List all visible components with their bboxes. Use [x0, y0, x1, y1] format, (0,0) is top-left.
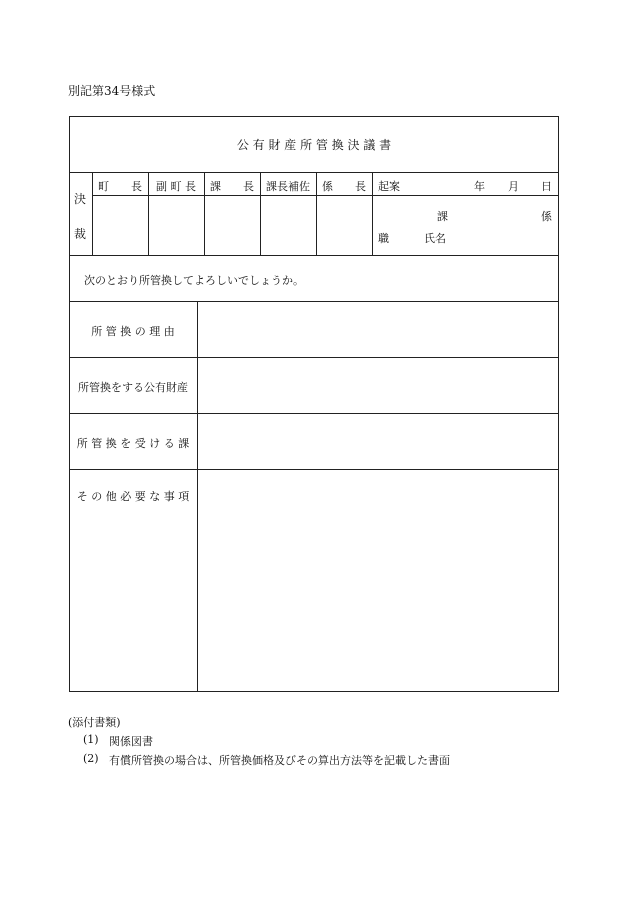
- request-text: 次のとおり所管換してよろしいでしょうか。: [84, 274, 304, 287]
- name-label: 氏名: [424, 232, 446, 245]
- attachment-1-number: (1): [83, 733, 99, 746]
- table-border-bottom: [69, 691, 559, 692]
- attachment-1-text: 関係図書: [109, 735, 153, 748]
- date-year-label: 年: [474, 180, 485, 193]
- date-day-label: 日: [541, 180, 552, 193]
- row-line-1: [69, 301, 559, 302]
- role-header-assistant-chief: 課長補佐: [266, 180, 310, 193]
- approval-bottom-line: [69, 255, 559, 256]
- dept-label: 課: [437, 210, 448, 223]
- approval-header-line: [92, 195, 559, 196]
- role-header-mayor: 町 長: [98, 180, 142, 193]
- approval-side-label-bottom: 裁: [74, 227, 87, 241]
- approval-top-line: [69, 172, 559, 173]
- attachments-heading: (添付書類): [68, 716, 121, 729]
- label-column-divider: [197, 301, 198, 692]
- role-header-unit-chief: 係 長: [322, 180, 366, 193]
- date-month-label: 月: [508, 180, 519, 193]
- role-header-deputy-mayor: 副 町 長: [156, 180, 196, 193]
- approval-col-divider-5: [372, 172, 373, 256]
- draft-label: 起案: [378, 180, 400, 193]
- role-header-section-chief: 課 長: [210, 180, 254, 193]
- position-label: 職: [378, 232, 389, 245]
- table-border-right: [558, 116, 559, 692]
- table-border-top: [69, 116, 559, 117]
- attachment-2-number: (2): [83, 752, 99, 765]
- row-label-receiving-dept: 所 管 換 を 受 け る 課: [76, 437, 190, 450]
- row-label-reason: 所 管 換 の 理 由: [91, 325, 175, 338]
- section-label: 係: [541, 210, 552, 223]
- form-title: 公 有 財 産 所 管 換 決 議 書: [236, 138, 392, 152]
- row-line-3: [69, 413, 559, 414]
- table-border-left: [69, 116, 70, 692]
- approval-side-label-top: 決: [74, 192, 87, 206]
- row-line-2: [69, 357, 559, 358]
- form-number-label: 別記第34号様式: [68, 84, 156, 98]
- row-label-property: 所管換をする公有財産: [78, 381, 188, 394]
- attachment-2-text: 有償所管換の場合は、所管換価格及びその算出方法等を記載した書面: [109, 754, 450, 767]
- row-line-4: [69, 469, 559, 470]
- row-label-other-matters: そ の 他 必 要 な 事 項: [76, 490, 190, 503]
